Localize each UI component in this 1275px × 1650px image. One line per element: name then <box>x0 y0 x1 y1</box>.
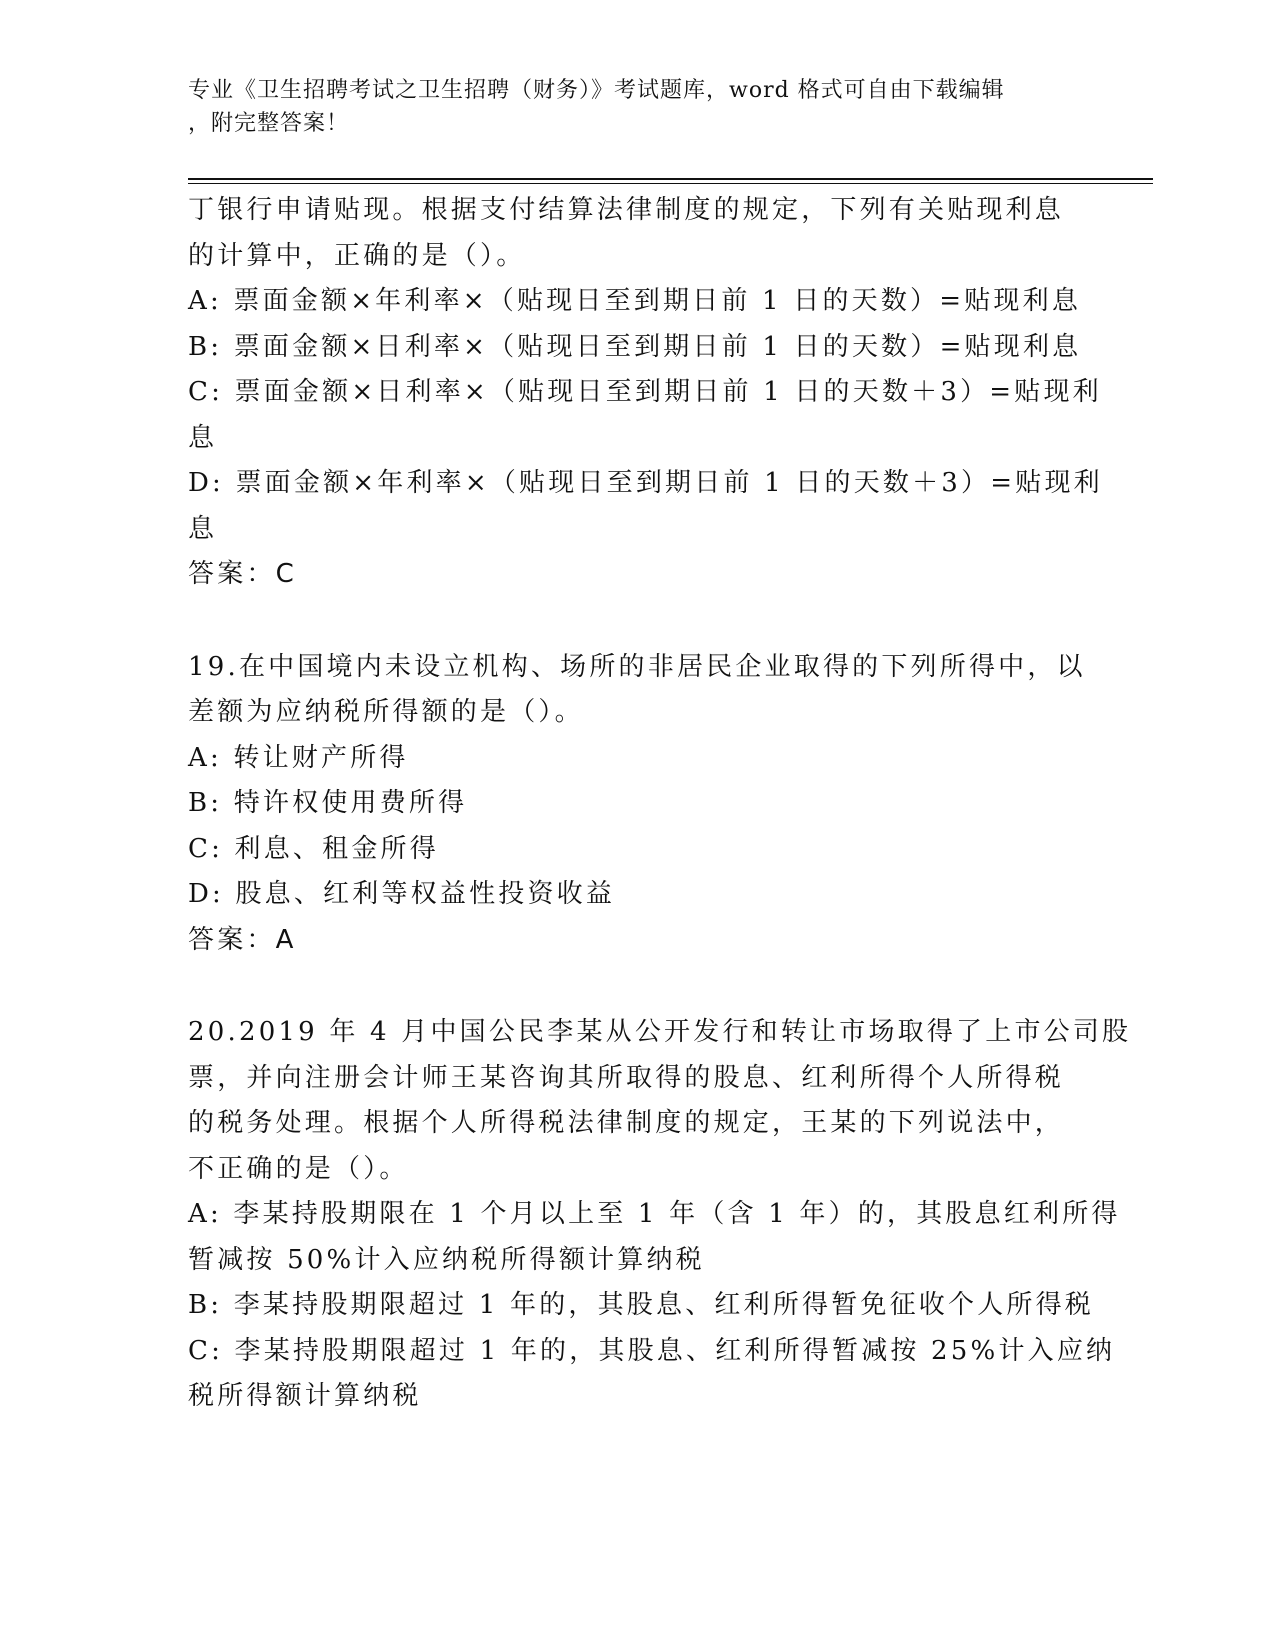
question-stem-line: 丁银行申请贴现。根据支付结算法律制度的规定，下列有关贴现利息 <box>188 195 1065 225</box>
question-18 <box>188 188 1103 598</box>
page-header <box>188 74 1068 140</box>
question-stem-line: 20.2019 年 4 月中国公民李某从公开发行和转让市场取得了上市公司股 <box>188 1017 1132 1047</box>
question-stem-line: 票，并向注册会计师王某咨询其所取得的股息、红利所得个人所得税 <box>188 1062 1065 1093</box>
option-d: D: 股息、红利等权益性投资收益 <box>188 879 616 909</box>
header-rule-thin <box>188 183 1153 184</box>
question-20 <box>188 1010 1132 1420</box>
header-line-2: ，附完整答案！ <box>188 111 350 136</box>
spacer <box>188 963 1078 1010</box>
header-rule-thick <box>188 178 1153 180</box>
option-a-continued: 暂减按 50%计入应纳税所得额计算纳税 <box>188 1244 705 1275</box>
header-line-1: 专业《卫生招聘考试之卫生招聘（财务）》考试题库，word 格式可自由下载编辑 <box>188 78 1005 103</box>
question-stem-line: 差额为应纳税所得额的是（）。 <box>188 697 584 727</box>
option-a: A: 李某持股期限在 1 个月以上至 1 年（含 1 年）的，其股息红利所得 <box>188 1199 1121 1229</box>
option-d: D: 票面金额×年利率×（贴现日至到期日前 1 日的天数＋3）=贴现利 <box>188 468 1103 498</box>
option-c-continued: 税所得额计算纳税 <box>188 1381 422 1411</box>
question-stem-line: 不正确的是（）。 <box>188 1153 409 1184</box>
option-b: B: 李某持股期限超过 1 年的，其股息、红利所得暂免征收个人所得税 <box>188 1290 1095 1320</box>
option-b: B: 票面金额×日利率×（贴现日至到期日前 1 日的天数）=贴现利息 <box>188 331 1082 362</box>
question-stem-line: 19.在中国境内未设立机构、场所的非居民企业取得的下列所得中，以 <box>188 651 1086 682</box>
question-stem-line: 的计算中，正确的是（）。 <box>188 240 526 271</box>
option-c: C: 李某持股期限超过 1 年的，其股息、红利所得暂减按 25%计入应纳 <box>188 1335 1116 1366</box>
option-b: B: 特许权使用费所得 <box>188 788 468 818</box>
option-a: A: 转让财产所得 <box>188 742 409 773</box>
question-stem-line: 的税务处理。根据个人所得税法律制度的规定，王某的下列说法中， <box>188 1108 1065 1138</box>
spacer <box>188 598 1078 645</box>
option-c-continued: 息 <box>188 422 218 453</box>
question-19 <box>188 645 1086 964</box>
option-d-continued: 息 <box>188 513 218 544</box>
answer-label: 答案：A <box>188 924 297 955</box>
option-c: C: 利息、租金所得 <box>188 833 439 864</box>
option-c: C: 票面金额×日利率×（贴现日至到期日前 1 日的天数＋3）=贴现利 <box>188 377 1102 407</box>
option-a: A: 票面金额×年利率×（贴现日至到期日前 1 日的天数）=贴现利息 <box>188 286 1082 316</box>
question-content <box>188 188 1132 1420</box>
answer-label: 答案：C <box>188 559 297 589</box>
